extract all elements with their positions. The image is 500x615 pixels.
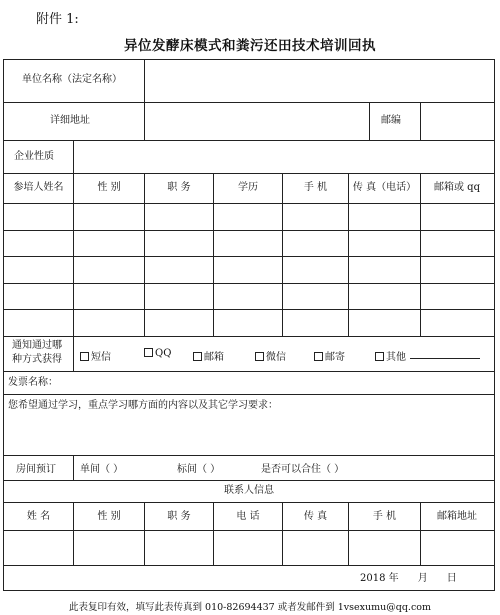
col-divider (369, 102, 370, 140)
attendee-header-fax: 传 真（电话） (352, 182, 417, 193)
notify-option-wechat[interactable] (255, 348, 286, 363)
registration-form (3, 59, 495, 591)
contact-header-fax: 传 真 (303, 511, 328, 522)
checkbox-icon[interactable] (193, 352, 202, 361)
learning-field[interactable] (4, 414, 494, 454)
footer-note: 此表复印有效，填写此表传真到 010-82694437 或者发邮件到 1vsexumu@qq.com (69, 602, 431, 613)
contact-header-phone: 电 话 (236, 511, 260, 522)
notify-option-qq[interactable] (144, 348, 171, 359)
checkbox-icon[interactable] (144, 348, 153, 357)
enterprise-type-label: 企业性质 (14, 151, 54, 162)
notify-option-label: 邮寄 (325, 352, 345, 363)
contact-title: 联系人信息 (224, 485, 274, 496)
room-label: 房间预订 (16, 464, 56, 475)
notify-option-mail[interactable] (314, 348, 345, 363)
row-divider (4, 480, 494, 481)
attendee-header-mobile: 手 机 (303, 182, 328, 193)
col-divider (144, 173, 145, 336)
attendee-header-name: 参培人姓名 (13, 182, 64, 193)
invoice-label: 发票名称： (8, 377, 58, 388)
address-field[interactable] (145, 103, 369, 140)
checkbox-icon[interactable] (314, 352, 323, 361)
row-divider (4, 565, 494, 566)
other-underline[interactable] (410, 358, 480, 359)
form-title: 异位发酵床模式和粪污还田技术培训回执 (124, 38, 376, 54)
enterprise-type-field[interactable] (74, 141, 493, 173)
contact-header-position: 职 务 (167, 511, 191, 522)
unit-name-field[interactable] (145, 60, 493, 102)
notify-label-line1: 通知通过哪 (12, 340, 62, 351)
notify-option-email[interactable] (193, 348, 224, 363)
checkbox-icon[interactable] (255, 352, 264, 361)
col-divider (73, 173, 74, 336)
notify-option-other[interactable] (375, 348, 406, 363)
contact-header-name: 姓 名 (26, 511, 51, 522)
notify-label-line2: 种方式获得 (12, 354, 62, 365)
learning-prompt: 您希望通过学习，重点学习哪方面的内容以及其它学习要求： (8, 400, 278, 411)
row-divider (4, 455, 494, 456)
checkbox-icon[interactable] (375, 352, 384, 361)
col-divider (73, 336, 74, 371)
row-divider (4, 394, 494, 395)
col-divider (213, 173, 214, 336)
room-standard[interactable]: 标间（ ） (177, 464, 221, 475)
postcode-field[interactable] (421, 103, 493, 140)
notify-option-label: 短信 (91, 352, 111, 363)
contact-header-email: 邮箱地址 (437, 511, 477, 522)
row-divider (4, 336, 494, 337)
attendee-header-position: 职 务 (167, 182, 191, 193)
notify-option-label: 其他 (386, 352, 406, 363)
room-share[interactable]: 是否可以合住（ ） (261, 464, 345, 475)
notify-label (12, 340, 62, 366)
attendee-header-gender: 性 别 (97, 182, 121, 193)
col-divider (348, 173, 349, 336)
contact-header-gender: 性 别 (97, 511, 121, 522)
unit-name-label: 单位名称（法定名称） (22, 74, 122, 85)
room-single[interactable]: 单间（ ） (80, 464, 124, 475)
attendee-header-email: 邮箱或 qq (434, 182, 480, 193)
row-divider (4, 371, 494, 372)
contact-header-mobile: 手 机 (372, 511, 397, 522)
notify-option-label: 微信 (266, 352, 286, 363)
notify-option-sms[interactable] (80, 348, 111, 363)
col-divider (420, 173, 421, 336)
notify-option-label: 邮箱 (204, 352, 224, 363)
col-divider (73, 455, 74, 480)
attendee-header-education: 学历 (238, 182, 258, 193)
attachment-label: 附件 1: (36, 12, 79, 27)
postcode-label: 邮编 (381, 115, 401, 126)
address-label: 详细地址 (50, 115, 90, 126)
checkbox-icon[interactable] (80, 352, 89, 361)
date-line: 2018 年 月 日 (360, 573, 457, 584)
notify-option-label: QQ (155, 348, 172, 359)
col-divider (282, 173, 283, 336)
